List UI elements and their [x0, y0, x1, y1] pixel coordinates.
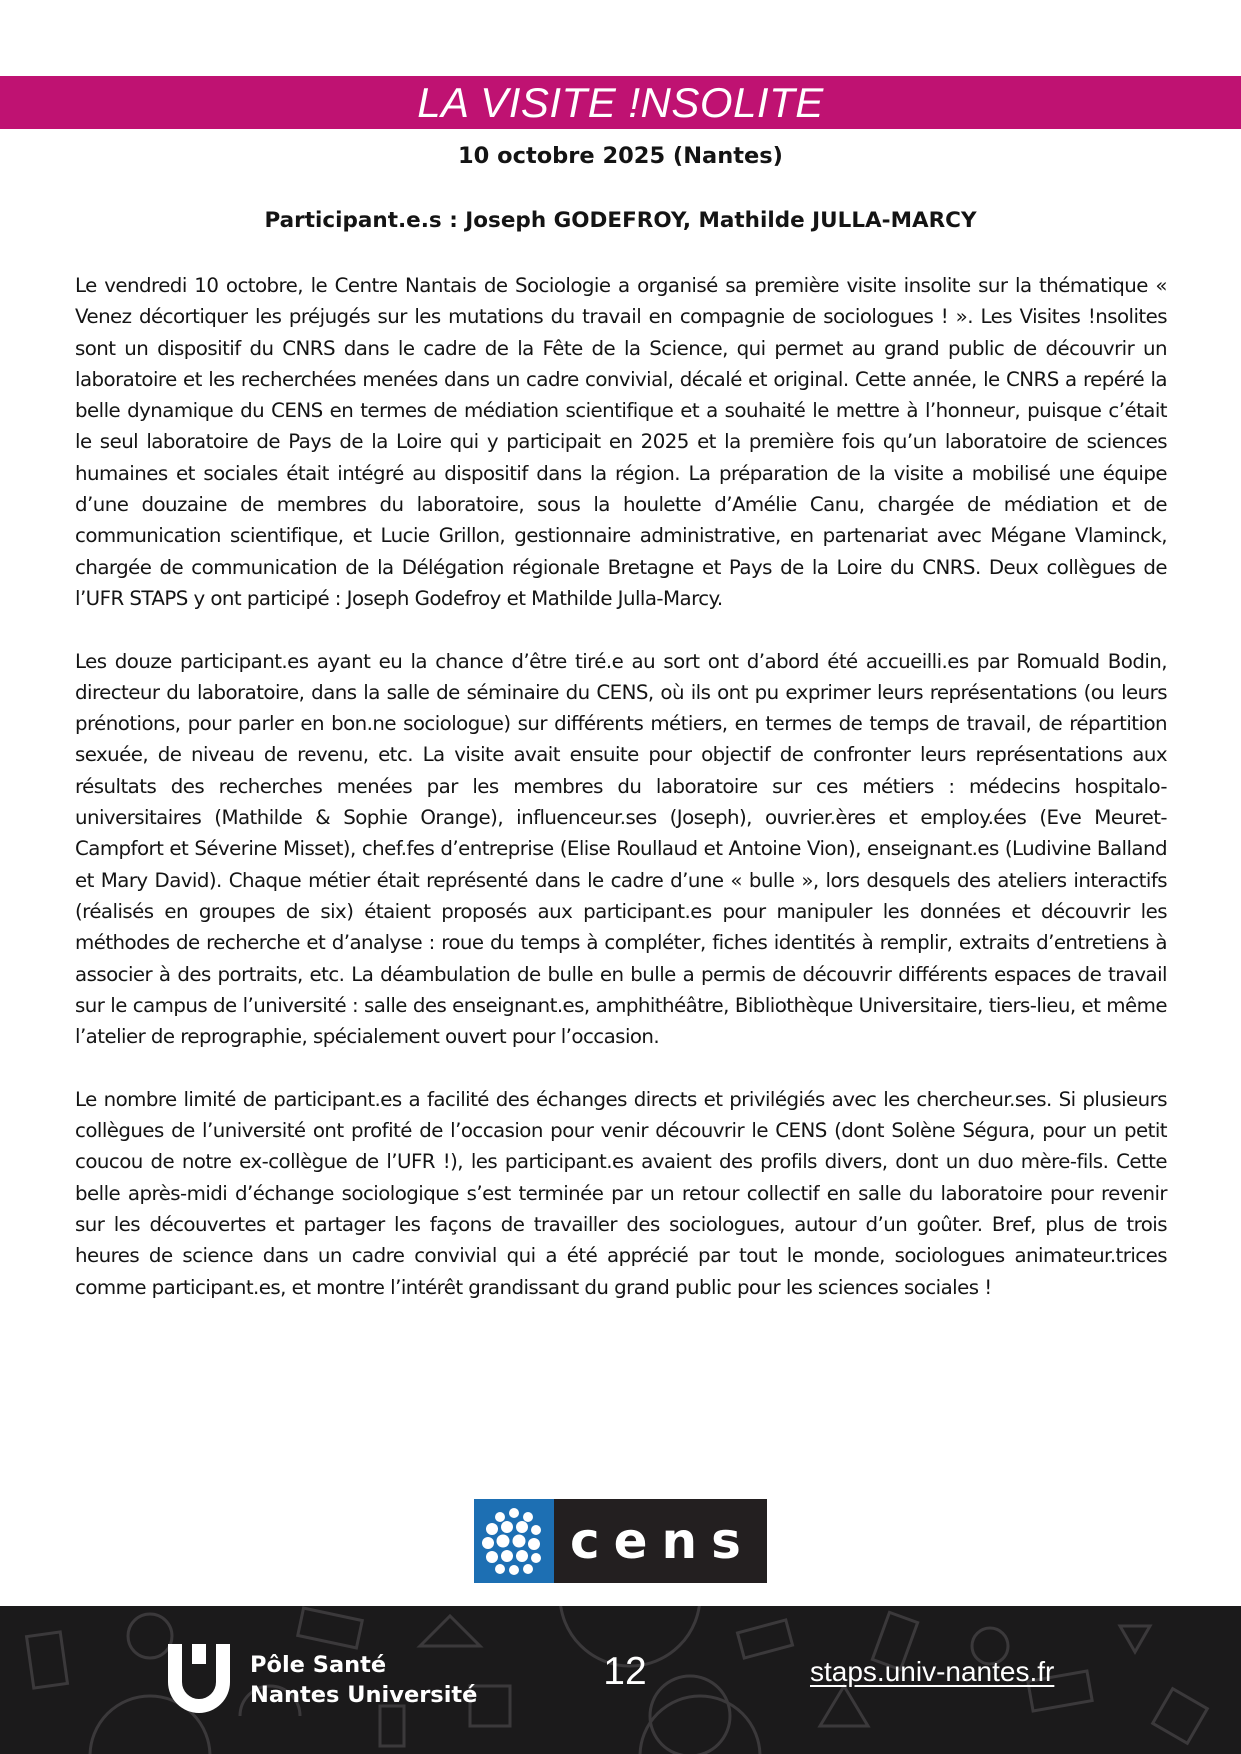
page-title: LA VISITE !NSOLITE [417, 78, 824, 126]
article-body [75, 270, 1167, 1334]
page-footer [0, 1606, 1241, 1754]
cens-dots-icon [474, 1499, 554, 1583]
article-paragraph: Les douze participant.es ayant eu la chance d’être tiré.e au sort ont d’abord été accueilli.es par Romuald Bodin, directeur du laboratoire, dans la salle de séminaire du CENS, où ils ont pu exprimer leurs représentations (ou leurs prénotions, pour parler en bon.ne sociologue) sur différents métiers, en termes de temps de travail, de répartition sexuée, de niveau de revenu, etc. La visite avait ensuite pour objectif de confronter leurs représentations aux résultats des recherches menées par les membres du laboratoire sur ces métiers : médecins hospitalo-universitaires (Mathilde & Sophie Orange), influenceur.ses (Joseph), ouvrier.​ères et employ.ées (Eve Meuret-Campfort et Séverine Misset), chef.fes d’entreprise (Elise Roullaud et Antoine Vion), enseignant.es (Ludivine Balland et Mary David). Chaque métier était représenté dans le cadre d’une « bulle », lors desquels des ateliers interactifs (réalisés en groupes de six) étaient proposés aux participant.es pour manipuler les données et découvrir les méthodes de recherche et d’analyse : roue du temps à compléter, fiches identités à remplir, extraits d’entretiens à associer à des portraits, etc. La déambulation de bulle en bulle a permis de découvrir différents espaces de travail sur le campus de l’université : salle des enseignant.es, amphithéâtre, Bibliothèque Universitaire, tiers-lieu, et même l’atelier de reprographie, spécialement ouvert pour l’occasion. [75, 649, 1167, 1049]
footer-brand-line: Pôle Santé [250, 1652, 387, 1678]
article-paragraph: Le vendredi 10 octobre, le Centre Nantais de Sociologie a organisé sa première visite insolite sur la thématique « Venez décortiquer les préjugés sur les mutations du travail en compagnie de sociologues ! ». Les Visites !nsolites sont un dispositif du CNRS dans le cadre de la Fête de la Science, qui permet au grand public de découvrir un laboratoire et les recherchées menées dans un cadre convivial, décalé et original. Cette année, le CNRS a repéré la belle dynamique du CENS en termes de médiation scientifique et a souhaité le mettre à l’honneur, puisque c’était le seul laboratoire de Pays de la Loire qui y participait en 2025 et la première fois qu’un laboratoire de sciences humaines et sociales était intégré au dispositif dans la région. La préparation de la visite a mobilisé une équipe d’une douzaine de membres du laboratoire, sous la houlette d’Amélie Canu, chargée de médiation et de communication scientifique, et Lucie Grillon, gestionnaire administrative, en partenariat avec Mégane Vlaminck, chargée de communication de la Délégation régionale Bretagne et Pays de la Loire du CNRS. Deux collègues de l’UFR STAPS y ont participé : Joseph Godefroy et Mathilde Julla-Marcy. [75, 274, 1167, 610]
cens-logo-word: cens [570, 1512, 755, 1570]
footer-brand-line: Nantes Université [250, 1682, 478, 1708]
cens-logo [474, 1499, 767, 1583]
event-date: 10 octobre 2025 (Nantes) [458, 143, 783, 169]
participants-line: Participant.e.s : Joseph GODEFROY, Mathilde JULLA-MARCY [264, 208, 977, 233]
article-paragraph: Le nombre limité de participant.es a facilité des échanges directs et privilégiés avec les chercheur.ses. Si plusieurs collègues de l’université ont profité de l’occasion pour venir découvrir le CENS (dont Solène Ségura, pour un petit coucou de notre ex-collègue de l’UFR !), les participant.es avaient des profils divers, dont un duo mère-fils. Cette belle après-midi d’échange sociologique s’est terminée par un retour collectif en salle du laboratoire pour revenir sur les découvertes et partager les façons de travailler des sociologues, autour d’un goûter. Bref, plus de trois heures de science dans un cadre convivial qui a été apprécié par tout le monde, sociologues animateur.trices comme participant.es, et montre l’intérêt grandissant du grand public pour les sciences sociales ! [75, 1087, 1167, 1299]
page-number: 12 [603, 1650, 647, 1693]
footer-brand [250, 1650, 477, 1710]
title-banner [0, 76, 1241, 129]
footer-url-link[interactable]: staps.univ-nantes.fr [810, 1656, 1055, 1687]
nantes-universite-logo-icon [168, 1644, 230, 1716]
